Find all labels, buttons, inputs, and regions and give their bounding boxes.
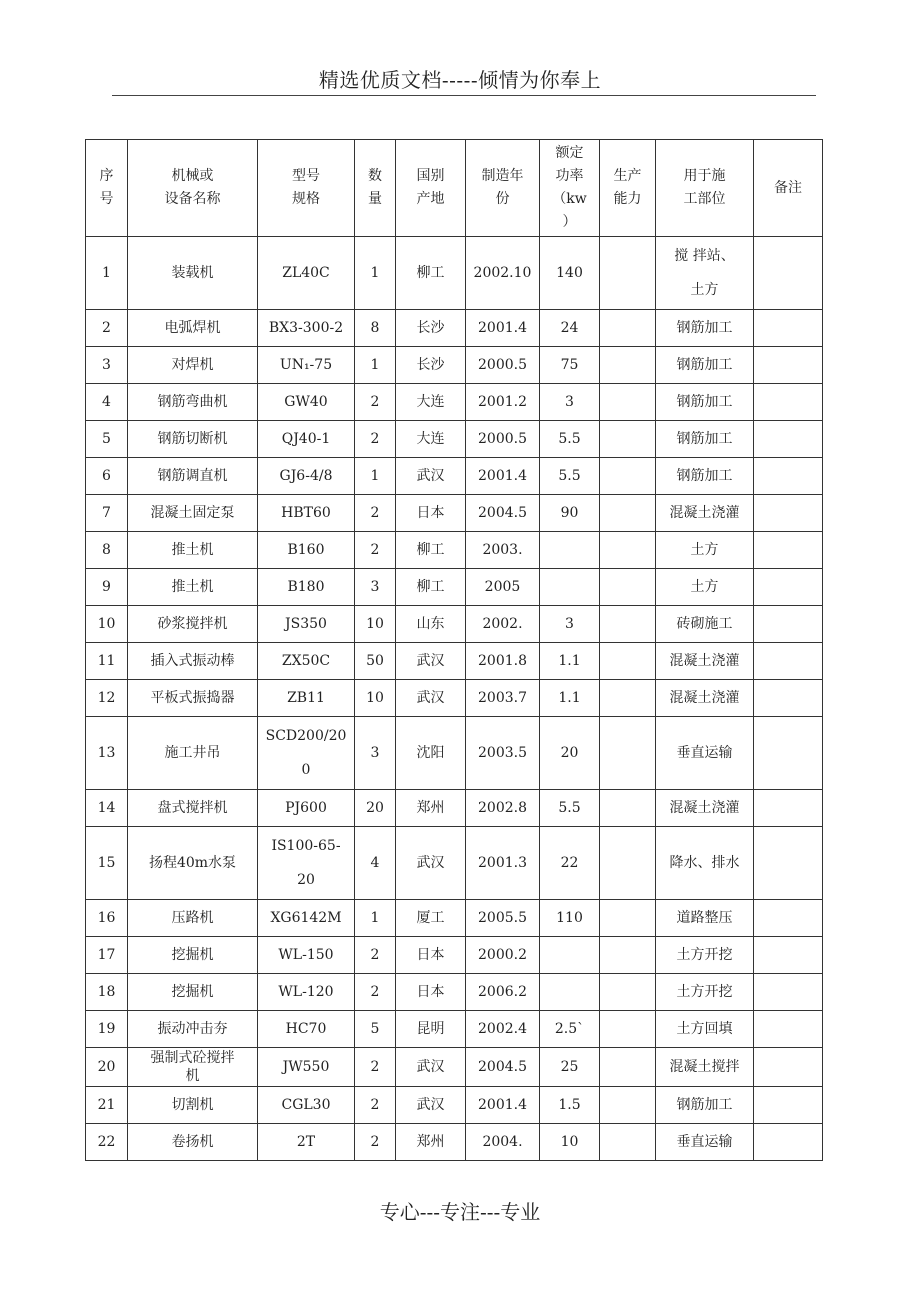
table-cell: 24 (540, 310, 600, 347)
table-cell (540, 532, 600, 569)
table-cell (600, 827, 656, 900)
table-cell: 厦工 (396, 900, 466, 937)
table-cell: 郑州 (396, 790, 466, 827)
table-cell: CGL30 (258, 1087, 355, 1124)
table-cell: 挖掘机 (128, 937, 258, 974)
table-cell: 8 (86, 532, 128, 569)
table-cell: 2000.5 (466, 347, 540, 384)
table-cell (540, 569, 600, 606)
column-header: 制造年 份 (466, 140, 540, 237)
table-cell: 钢筋加工 (656, 458, 754, 495)
table-cell (600, 790, 656, 827)
table-cell: 2001.8 (466, 643, 540, 680)
table-cell: 18 (86, 974, 128, 1011)
table-cell: 卷扬机 (128, 1124, 258, 1161)
table-cell (754, 421, 823, 458)
table-cell: 3 (355, 717, 396, 790)
table-cell: 武汉 (396, 827, 466, 900)
table-cell: 2006.2 (466, 974, 540, 1011)
table-cell: 压路机 (128, 900, 258, 937)
table-cell: 钢筋弯曲机 (128, 384, 258, 421)
table-cell: 3 (86, 347, 128, 384)
table-cell (600, 237, 656, 310)
table-cell: 武汉 (396, 1048, 466, 1087)
table-cell: 5.5 (540, 421, 600, 458)
table-cell (754, 237, 823, 310)
table-cell: 2 (355, 1087, 396, 1124)
table-row (86, 643, 823, 680)
table-cell: 2004.5 (466, 495, 540, 532)
table-cell: 75 (540, 347, 600, 384)
table-cell: 道路整压 (656, 900, 754, 937)
table-header (86, 140, 823, 237)
table-cell: 1 (355, 237, 396, 310)
table-cell: 钢筋切断机 (128, 421, 258, 458)
table-cell: 混凝土浇灌 (656, 495, 754, 532)
column-header: 额定 功率 （kw ） (540, 140, 600, 237)
table-row (86, 495, 823, 532)
table-cell: 17 (86, 937, 128, 974)
table-cell: 降水、排水 (656, 827, 754, 900)
table-cell: JS350 (258, 606, 355, 643)
table-cell: SCD200/20 0 (258, 717, 355, 790)
table-cell: 插入式振动棒 (128, 643, 258, 680)
table-row (86, 606, 823, 643)
table-row (86, 1048, 823, 1087)
table-cell: 11 (86, 643, 128, 680)
table-cell: 强制式砼搅拌 机 (128, 1048, 258, 1087)
table-cell: BX3-300-2 (258, 310, 355, 347)
table-cell (754, 1087, 823, 1124)
table-cell: GJ6-4/8 (258, 458, 355, 495)
table-cell (754, 310, 823, 347)
table-cell: 装载机 (128, 237, 258, 310)
table-cell: 武汉 (396, 458, 466, 495)
table-cell: 10 (540, 1124, 600, 1161)
table-cell (754, 790, 823, 827)
table-cell: 2001.3 (466, 827, 540, 900)
table-cell: 5 (355, 1011, 396, 1048)
table-cell: 110 (540, 900, 600, 937)
table-cell (600, 1124, 656, 1161)
table-cell: GW40 (258, 384, 355, 421)
equipment-table (85, 139, 823, 1161)
column-header: 国别 产地 (396, 140, 466, 237)
table-cell (754, 643, 823, 680)
table-cell: 16 (86, 900, 128, 937)
table-cell: 20 (540, 717, 600, 790)
table-cell: 土方 (656, 569, 754, 606)
table-cell: 2005.5 (466, 900, 540, 937)
table-cell: B160 (258, 532, 355, 569)
table-cell: 垂直运输 (656, 717, 754, 790)
table-cell (600, 569, 656, 606)
table-cell: B180 (258, 569, 355, 606)
table-row (86, 717, 823, 790)
table-cell: 2003. (466, 532, 540, 569)
table-cell: 2004. (466, 1124, 540, 1161)
table-cell: 2003.7 (466, 680, 540, 717)
table-cell: 推土机 (128, 532, 258, 569)
table-cell: 10 (355, 606, 396, 643)
table-cell: 2000.5 (466, 421, 540, 458)
table-row (86, 532, 823, 569)
table-cell: UN₁-75 (258, 347, 355, 384)
column-header: 数 量 (355, 140, 396, 237)
table-cell: 1 (355, 458, 396, 495)
table-row (86, 384, 823, 421)
table-cell: 武汉 (396, 643, 466, 680)
table-cell (600, 495, 656, 532)
table-cell (600, 458, 656, 495)
table-cell: 5 (86, 421, 128, 458)
table-cell (600, 900, 656, 937)
table-cell: 6 (86, 458, 128, 495)
table-cell (600, 643, 656, 680)
table-cell: 挖掘机 (128, 974, 258, 1011)
table-cell: 9 (86, 569, 128, 606)
table-cell: 柳工 (396, 237, 466, 310)
table-cell: 钢筋加工 (656, 421, 754, 458)
table-cell (600, 717, 656, 790)
table-cell: 2T (258, 1124, 355, 1161)
table-cell (754, 347, 823, 384)
table-row (86, 569, 823, 606)
table-cell (540, 937, 600, 974)
table-cell: 混凝土固定泵 (128, 495, 258, 532)
table-cell: 20 (355, 790, 396, 827)
table-cell: 钢筋加工 (656, 310, 754, 347)
table-cell: 1.1 (540, 643, 600, 680)
table-cell: 垂直运输 (656, 1124, 754, 1161)
column-header: 备注 (754, 140, 823, 237)
table-cell: 2002.4 (466, 1011, 540, 1048)
table-cell: 10 (86, 606, 128, 643)
table-cell (754, 606, 823, 643)
table-cell: 20 (86, 1048, 128, 1087)
table-cell: 25 (540, 1048, 600, 1087)
table-cell: 柳工 (396, 569, 466, 606)
table-cell: 长沙 (396, 310, 466, 347)
table-cell: 12 (86, 680, 128, 717)
table-cell: JW550 (258, 1048, 355, 1087)
table-cell (754, 458, 823, 495)
table-cell (754, 1048, 823, 1087)
table-cell (754, 900, 823, 937)
table-cell: 2005 (466, 569, 540, 606)
table-cell: 搅 拌站、 土方 (656, 237, 754, 310)
table-cell (600, 532, 656, 569)
table-cell: 混凝土浇灌 (656, 643, 754, 680)
table-cell: PJ600 (258, 790, 355, 827)
table-cell: 土方 (656, 532, 754, 569)
table-cell: XG6142M (258, 900, 355, 937)
table-cell: HBT60 (258, 495, 355, 532)
table-cell: 2 (355, 937, 396, 974)
table-cell: 施工井吊 (128, 717, 258, 790)
table-cell: 平板式振捣器 (128, 680, 258, 717)
table-cell (600, 347, 656, 384)
table-cell: 长沙 (396, 347, 466, 384)
table-cell: 大连 (396, 421, 466, 458)
table-cell: IS100-65- 20 (258, 827, 355, 900)
table-cell: 3 (540, 606, 600, 643)
table-cell (754, 384, 823, 421)
table-cell: 140 (540, 237, 600, 310)
table-cell: 2001.4 (466, 1087, 540, 1124)
table-cell: 1 (355, 900, 396, 937)
table-cell: ZL40C (258, 237, 355, 310)
table-cell: 15 (86, 827, 128, 900)
table-cell: 2 (355, 1048, 396, 1087)
table-cell: 土方回填 (656, 1011, 754, 1048)
table-cell: 推土机 (128, 569, 258, 606)
table-cell: 2002.8 (466, 790, 540, 827)
table-cell: 1.1 (540, 680, 600, 717)
table-cell (754, 974, 823, 1011)
table-cell: 2002. (466, 606, 540, 643)
table-row (86, 680, 823, 717)
column-header: 生产 能力 (600, 140, 656, 237)
table-cell: WL-120 (258, 974, 355, 1011)
table-cell: 19 (86, 1011, 128, 1048)
table-cell: 土方开挖 (656, 974, 754, 1011)
table-cell: 混凝土浇灌 (656, 680, 754, 717)
table-cell: 2003.5 (466, 717, 540, 790)
column-header: 序 号 (86, 140, 128, 237)
table-cell: 钢筋加工 (656, 347, 754, 384)
table-cell: 郑州 (396, 1124, 466, 1161)
table-cell: 日本 (396, 974, 466, 1011)
table-cell: 5.5 (540, 790, 600, 827)
table-cell (600, 974, 656, 1011)
table-cell (754, 569, 823, 606)
table-cell: 7 (86, 495, 128, 532)
table-body (86, 237, 823, 1161)
table-row (86, 900, 823, 937)
table-cell: 1 (355, 347, 396, 384)
table-cell (754, 827, 823, 900)
table-cell: 切割机 (128, 1087, 258, 1124)
table-cell: 日本 (396, 937, 466, 974)
table-cell (754, 937, 823, 974)
table-cell: 13 (86, 717, 128, 790)
table-cell: 2001.4 (466, 458, 540, 495)
table-cell (754, 1124, 823, 1161)
table-cell: QJ40-1 (258, 421, 355, 458)
table-cell (600, 937, 656, 974)
table-cell: 大连 (396, 384, 466, 421)
table-cell: 5.5 (540, 458, 600, 495)
table-cell: 2 (355, 1124, 396, 1161)
table-cell: 2.5` (540, 1011, 600, 1048)
table-cell: 武汉 (396, 680, 466, 717)
table-cell: 柳工 (396, 532, 466, 569)
table-cell: 山东 (396, 606, 466, 643)
table-cell: 2000.2 (466, 937, 540, 974)
table-cell: 3 (355, 569, 396, 606)
table-cell: 2 (355, 532, 396, 569)
table-cell: 4 (355, 827, 396, 900)
table-cell: 日本 (396, 495, 466, 532)
table-cell (754, 532, 823, 569)
table-cell: 3 (540, 384, 600, 421)
table-cell: 2 (355, 384, 396, 421)
table-cell: 对焊机 (128, 347, 258, 384)
table-row (86, 347, 823, 384)
table-row (86, 974, 823, 1011)
table-cell (600, 384, 656, 421)
table-cell (600, 606, 656, 643)
table-cell (754, 1011, 823, 1048)
table-row (86, 790, 823, 827)
table-cell (600, 680, 656, 717)
table-cell (600, 1048, 656, 1087)
table-cell: 沈阳 (396, 717, 466, 790)
table-cell: 14 (86, 790, 128, 827)
table-cell: 2 (86, 310, 128, 347)
column-header: 型号 规格 (258, 140, 355, 237)
table-cell (754, 680, 823, 717)
table-row (86, 1011, 823, 1048)
table-cell: 90 (540, 495, 600, 532)
table-cell (600, 310, 656, 347)
table-cell: 武汉 (396, 1087, 466, 1124)
column-header: 用于施 工部位 (656, 140, 754, 237)
table-cell: 21 (86, 1087, 128, 1124)
table-cell: 2 (355, 421, 396, 458)
table-cell: 钢筋调直机 (128, 458, 258, 495)
table-cell: 50 (355, 643, 396, 680)
table-row (86, 1087, 823, 1124)
table-cell (600, 1087, 656, 1124)
table-cell: 砖砌施工 (656, 606, 754, 643)
table-cell: 2004.5 (466, 1048, 540, 1087)
table-cell: 1 (86, 237, 128, 310)
table-cell (600, 421, 656, 458)
column-header: 机械或 设备名称 (128, 140, 258, 237)
table-cell (540, 974, 600, 1011)
table-cell: 振动冲击夯 (128, 1011, 258, 1048)
table-row (86, 421, 823, 458)
table-cell: 混凝土搅拌 (656, 1048, 754, 1087)
table-cell: 土方开挖 (656, 937, 754, 974)
table-cell: 电弧焊机 (128, 310, 258, 347)
page-footer-text: 专心---专注---专业 (379, 1200, 541, 1224)
table-cell: 22 (540, 827, 600, 900)
table-cell: 10 (355, 680, 396, 717)
table-cell: HC70 (258, 1011, 355, 1048)
table-cell: ZB11 (258, 680, 355, 717)
table-cell: 2001.2 (466, 384, 540, 421)
table-row (86, 937, 823, 974)
table-row (86, 458, 823, 495)
table-cell: 扬程40m水泵 (128, 827, 258, 900)
table-cell: 2002.10 (466, 237, 540, 310)
table-cell: 2001.4 (466, 310, 540, 347)
table-cell: 昆明 (396, 1011, 466, 1048)
header-divider (112, 95, 816, 96)
table-cell: 8 (355, 310, 396, 347)
table-cell: 盘式搅拌机 (128, 790, 258, 827)
table-row (86, 237, 823, 310)
table-cell: 2 (355, 974, 396, 1011)
table-cell: WL-150 (258, 937, 355, 974)
table-cell (754, 717, 823, 790)
table-cell: 4 (86, 384, 128, 421)
table-row (86, 1124, 823, 1161)
table-row (86, 827, 823, 900)
table-cell (754, 495, 823, 532)
table-cell: 22 (86, 1124, 128, 1161)
table-cell (600, 1011, 656, 1048)
table-cell: 混凝土浇灌 (656, 790, 754, 827)
table-cell: 砂浆搅拌机 (128, 606, 258, 643)
table-cell: 钢筋加工 (656, 384, 754, 421)
table-cell: 1.5 (540, 1087, 600, 1124)
page-header-title: 精选优质文档-----倾情为你奉上 (318, 68, 602, 92)
table-cell: 钢筋加工 (656, 1087, 754, 1124)
table-cell: ZX50C (258, 643, 355, 680)
table-header-row (86, 140, 823, 237)
table-cell: 2 (355, 495, 396, 532)
table-row (86, 310, 823, 347)
